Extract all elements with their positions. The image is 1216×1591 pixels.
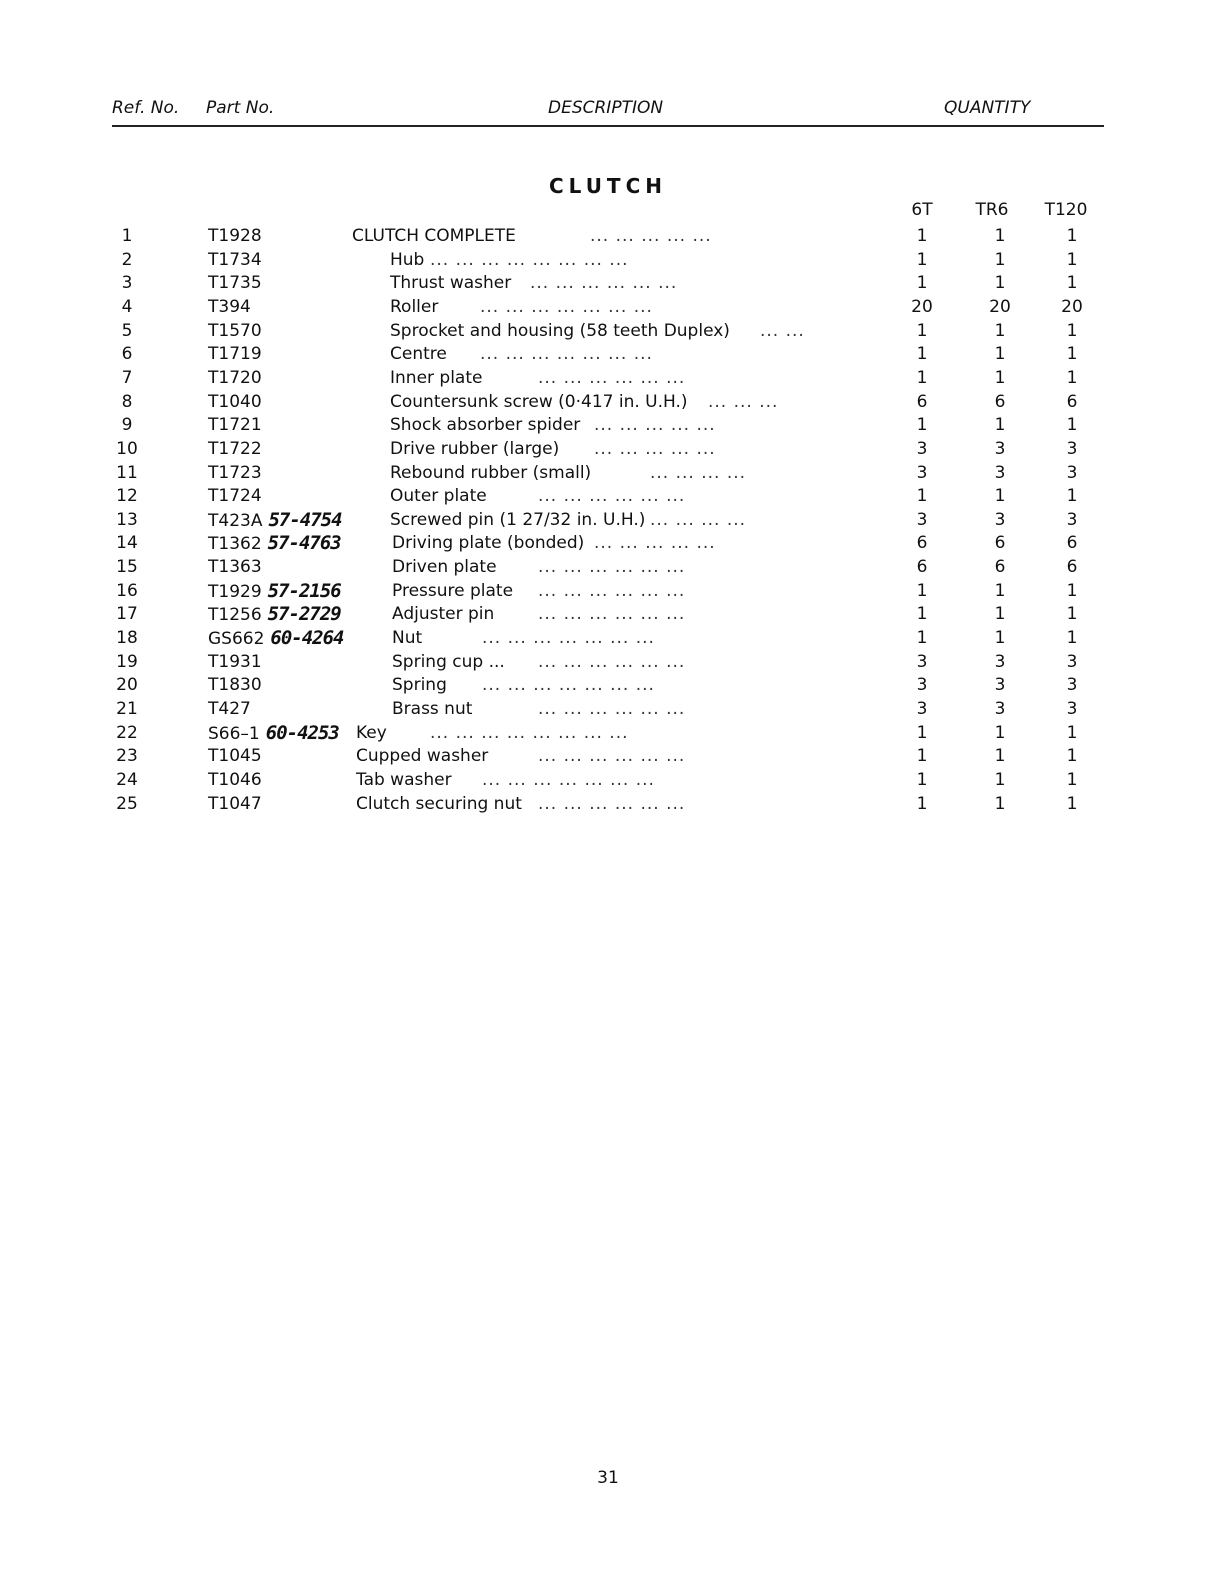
quantity-tr6: 1 [994, 722, 1006, 743]
quantity-6t: 1 [916, 226, 928, 246]
part-number-text: T1928 [208, 226, 262, 246]
quantity-tr6: 20 [989, 296, 1011, 317]
quantity-tr6: 1 [994, 604, 1006, 625]
part-description: Pressure plate [392, 580, 514, 601]
part-number-text: T1045 [208, 746, 262, 767]
leader-dots: ... ... ... ... ... ... ... [480, 344, 653, 365]
part-number-text: T1724 [208, 486, 262, 507]
quantity-6t: 3 [916, 675, 928, 696]
quantity-t120: 3 [1066, 699, 1078, 719]
quantity-t120: 1 [1066, 367, 1078, 388]
part-number-text: T1047 [208, 793, 262, 814]
quantity-tr6: 1 [994, 273, 1006, 294]
leader-dots: ... ... ... ... ... ... ... ... [430, 722, 629, 743]
leader-dots: ... ... ... [708, 391, 779, 412]
leader-dots: ... ... ... ... ... ... [538, 793, 686, 814]
quantity-6t: 1 [916, 746, 928, 767]
quantity-t120: 1 [1066, 769, 1078, 790]
leader-dots: ... ... ... ... ... ... [538, 367, 686, 388]
leader-dots: ... ... ... ... ... ... ... [482, 628, 655, 649]
table-row [0, 271, 1216, 295]
quantity-6t: 20 [911, 296, 933, 317]
part-number-text: T423A [208, 510, 263, 531]
part-number-text: T1722 [208, 438, 262, 459]
table-row [0, 248, 1216, 272]
ref-number: 21 [116, 699, 138, 719]
part-number-text: T1931 [208, 651, 262, 672]
quantity-t120: 1 [1066, 344, 1078, 365]
column-header-tr6: TR6 [975, 200, 1009, 220]
table-row [0, 744, 1216, 768]
ref-number: 13 [116, 509, 138, 530]
ref-number: 3 [121, 273, 133, 294]
quantity-t120: 1 [1066, 486, 1078, 507]
part-number-text: T1929 [208, 581, 262, 602]
part-number [208, 744, 262, 768]
quantity-tr6: 6 [994, 533, 1006, 554]
part-description: Thrust washer [390, 273, 512, 294]
header-rule [112, 125, 1104, 127]
quantity-t120: 3 [1066, 509, 1078, 530]
part-number-text: T427 [208, 699, 251, 719]
quantity-t120: 3 [1066, 462, 1078, 483]
handwritten-part-note: 60-4264 [270, 627, 344, 650]
part-number [208, 650, 262, 674]
ref-number: 22 [116, 722, 138, 743]
part-number [208, 413, 262, 437]
quantity-t120: 3 [1066, 651, 1078, 672]
part-number-text: T1040 [208, 391, 262, 412]
header-description: DESCRIPTION [548, 98, 664, 118]
quantity-tr6: 1 [994, 415, 1006, 436]
table-row [0, 579, 1216, 603]
part-number [208, 224, 262, 248]
quantity-tr6: 1 [994, 320, 1006, 341]
quantity-6t: 1 [916, 722, 928, 743]
table-row [0, 342, 1216, 366]
part-number [208, 768, 262, 792]
part-number-text: T1720 [208, 367, 262, 388]
leader-dots: ... ... ... ... ... ... [538, 699, 686, 719]
quantity-tr6: 1 [994, 793, 1006, 814]
part-number [208, 342, 262, 366]
ref-number: 7 [121, 367, 133, 388]
part-number [208, 555, 262, 579]
table-row [0, 650, 1216, 674]
header-ref-no: Ref. No. [112, 98, 180, 118]
handwritten-part-note: 60-4253 [265, 721, 339, 744]
part-number-text: T1362 [208, 534, 262, 555]
quantity-t120: 6 [1066, 391, 1078, 412]
leader-dots: ... ... ... ... ... [594, 533, 716, 554]
part-number [208, 248, 262, 272]
quantity-t120: 1 [1066, 580, 1078, 601]
part-number-text: T1734 [208, 249, 262, 270]
ref-number: 9 [121, 415, 133, 436]
part-description: Hub [390, 249, 425, 270]
quantity-tr6: 1 [994, 580, 1006, 601]
table-row [0, 768, 1216, 792]
part-number-text: T1721 [208, 415, 262, 436]
table-row [0, 437, 1216, 461]
quantity-6t: 6 [916, 533, 928, 554]
part-description: Shock absorber spider [390, 415, 581, 436]
leader-dots: ... ... ... ... ... ... [538, 580, 686, 601]
ref-number: 5 [121, 320, 133, 341]
leader-dots: ... ... ... ... ... ... ... ... [430, 249, 629, 270]
part-number [208, 437, 262, 461]
table-row [0, 626, 1216, 650]
part-description: CLUTCH COMPLETE [352, 226, 516, 246]
table-row [0, 697, 1216, 721]
column-header-t120: T120 [1044, 200, 1088, 220]
quantity-t120: 6 [1066, 557, 1078, 578]
quantity-6t: 3 [916, 699, 928, 719]
part-description: Sprocket and housing (58 teeth Duplex) [390, 320, 730, 341]
part-description: Nut [392, 628, 423, 649]
part-number [208, 626, 344, 651]
quantity-tr6: 3 [994, 509, 1006, 530]
part-number-text: GS662 [208, 629, 265, 650]
quantity-t120: 1 [1066, 793, 1078, 814]
part-number-text: T1735 [208, 273, 262, 294]
part-description: Roller [390, 296, 439, 317]
leader-dots: ... ... ... ... ... ... [538, 604, 686, 625]
ref-number: 18 [116, 628, 138, 649]
quantity-6t: 1 [916, 367, 928, 388]
ref-number: 10 [116, 438, 138, 459]
part-number [208, 531, 341, 556]
quantity-6t: 3 [916, 438, 928, 459]
header-part-no: Part No. [206, 98, 275, 118]
part-description: Driven plate [392, 557, 497, 578]
handwritten-part-note: 57-2729 [267, 603, 341, 626]
quantity-6t: 1 [916, 486, 928, 507]
part-number-text: T1256 [208, 605, 262, 626]
ref-number: 4 [121, 296, 133, 317]
ref-number: 1 [121, 226, 133, 246]
table-row [0, 508, 1216, 532]
quantity-tr6: 1 [994, 486, 1006, 507]
quantity-6t: 1 [916, 273, 928, 294]
part-description: Clutch securing nut [356, 793, 522, 814]
part-number [208, 366, 262, 390]
part-description: Spring cup ... [392, 651, 505, 672]
quantity-6t: 1 [916, 628, 928, 649]
part-number [208, 508, 342, 533]
quantity-t120: 1 [1066, 226, 1078, 246]
part-number-text: T1830 [208, 675, 262, 696]
leader-dots: ... ... ... ... ... ... ... [480, 296, 653, 317]
ref-number: 19 [116, 651, 138, 672]
quantity-tr6: 3 [994, 675, 1006, 696]
table-row [0, 390, 1216, 414]
quantity-t120: 1 [1066, 722, 1078, 743]
part-number [208, 271, 262, 295]
ref-number: 25 [116, 793, 138, 814]
ref-number: 23 [116, 746, 138, 767]
table-row [0, 721, 1216, 745]
quantity-tr6: 1 [994, 628, 1006, 649]
leader-dots: ... ... ... ... ... ... [538, 486, 686, 507]
part-number-text: S66–1 [208, 723, 260, 744]
quantity-6t: 1 [916, 320, 928, 341]
handwritten-part-note: 57-4763 [267, 532, 341, 555]
leader-dots: ... ... ... ... ... ... [538, 557, 686, 578]
quantity-t120: 1 [1066, 604, 1078, 625]
part-description: Adjuster pin [392, 604, 495, 625]
quantity-6t: 1 [916, 415, 928, 436]
part-number-text: T1046 [208, 769, 262, 790]
quantity-6t: 3 [916, 509, 928, 530]
part-number [208, 673, 262, 697]
quantity-tr6: 3 [994, 699, 1006, 719]
handwritten-part-note: 57-4754 [268, 508, 342, 531]
part-number [208, 461, 262, 485]
ref-number: 15 [116, 557, 138, 578]
leader-dots: ... ... ... ... ... ... ... [482, 769, 655, 790]
leader-dots: ... ... ... ... ... ... [538, 651, 686, 672]
leader-dots: ... ... ... ... [650, 462, 747, 483]
quantity-tr6: 1 [994, 226, 1006, 246]
part-number [208, 390, 262, 414]
ref-number: 11 [116, 462, 138, 483]
leader-dots: ... ... ... ... ... ... [530, 273, 678, 294]
quantity-t120: 1 [1066, 628, 1078, 649]
part-description: Rebound rubber (small) [390, 462, 592, 483]
ref-number: 8 [121, 391, 133, 412]
part-description: Outer plate [390, 486, 487, 507]
part-number [208, 792, 262, 816]
part-description: Drive rubber (large) [390, 438, 560, 459]
part-description: Tab washer [356, 769, 452, 790]
part-number [208, 697, 251, 721]
leader-dots: ... ... ... ... ... [594, 415, 716, 436]
section-title: CLUTCH [548, 174, 667, 198]
table-row [0, 224, 1216, 248]
table-row [0, 413, 1216, 437]
leader-dots: ... ... [760, 320, 805, 341]
quantity-tr6: 1 [994, 344, 1006, 365]
page-number: 31 [597, 1468, 619, 1488]
quantity-6t: 1 [916, 604, 928, 625]
table-row [0, 319, 1216, 343]
part-description: Key [356, 722, 387, 743]
part-description: Screwed pin (1 27/32 in. U.H.) [390, 509, 646, 530]
part-number-text: T1363 [208, 557, 262, 578]
quantity-tr6: 1 [994, 746, 1006, 767]
part-number [208, 484, 262, 508]
table-row [0, 531, 1216, 555]
quantity-tr6: 3 [994, 438, 1006, 459]
part-number-text: T1719 [208, 344, 262, 365]
table-row [0, 295, 1216, 319]
ref-number: 24 [116, 769, 138, 790]
quantity-6t: 3 [916, 651, 928, 672]
ref-number: 12 [116, 486, 138, 507]
table-row [0, 602, 1216, 626]
table-row [0, 461, 1216, 485]
quantity-tr6: 1 [994, 249, 1006, 270]
quantity-t120: 1 [1066, 273, 1078, 294]
leader-dots: ... ... ... ... ... ... ... [482, 675, 655, 696]
table-row [0, 673, 1216, 697]
quantity-tr6: 6 [994, 391, 1006, 412]
part-description: Centre [390, 344, 447, 365]
quantity-tr6: 3 [994, 651, 1006, 672]
quantity-6t: 6 [916, 391, 928, 412]
part-number [208, 295, 251, 319]
quantity-tr6: 6 [994, 557, 1006, 578]
part-description: Inner plate [390, 367, 483, 388]
quantity-tr6: 1 [994, 769, 1006, 790]
part-description: Countersunk screw (0·417 in. U.H.) [390, 391, 688, 412]
leader-dots: ... ... ... ... ... [594, 438, 716, 459]
table-row [0, 366, 1216, 390]
ref-number: 17 [116, 604, 138, 625]
part-description: Cupped washer [356, 746, 489, 767]
quantity-6t: 1 [916, 793, 928, 814]
quantity-t120: 1 [1066, 249, 1078, 270]
part-number-text: T394 [208, 296, 251, 317]
quantity-t120: 1 [1066, 320, 1078, 341]
ref-number: 2 [121, 249, 133, 270]
table-row [0, 484, 1216, 508]
part-description: Brass nut [392, 699, 473, 719]
part-number-text: T1570 [208, 320, 262, 341]
part-number-text: T1723 [208, 462, 262, 483]
quantity-t120: 20 [1061, 296, 1083, 317]
quantity-6t: 1 [916, 249, 928, 270]
part-number [208, 579, 341, 604]
quantity-t120: 3 [1066, 675, 1078, 696]
part-description: Spring [392, 675, 447, 696]
quantity-t120: 1 [1066, 415, 1078, 436]
handwritten-part-note: 57-2156 [267, 579, 341, 602]
quantity-tr6: 3 [994, 462, 1006, 483]
quantity-6t: 1 [916, 344, 928, 365]
column-header-6t: 6T [911, 200, 933, 220]
quantity-6t: 6 [916, 557, 928, 578]
quantity-tr6: 1 [994, 367, 1006, 388]
quantity-t120: 1 [1066, 746, 1078, 767]
part-number [208, 721, 339, 746]
part-number [208, 602, 341, 627]
quantity-t120: 6 [1066, 533, 1078, 554]
part-description: Driving plate (bonded) [392, 533, 585, 554]
part-number [208, 319, 262, 343]
leader-dots: ... ... ... ... ... ... [538, 746, 686, 767]
ref-number: 16 [116, 580, 138, 601]
table-row [0, 555, 1216, 579]
ref-number: 6 [121, 344, 133, 365]
ref-number: 14 [116, 533, 138, 554]
leader-dots: ... ... ... ... ... [590, 226, 712, 246]
quantity-6t: 1 [916, 580, 928, 601]
header-quantity: QUANTITY [944, 98, 1031, 118]
ref-number: 20 [116, 675, 138, 696]
table-row [0, 792, 1216, 816]
leader-dots: ... ... ... ... [650, 509, 747, 530]
quantity-t120: 3 [1066, 438, 1078, 459]
quantity-6t: 1 [916, 769, 928, 790]
quantity-6t: 3 [916, 462, 928, 483]
